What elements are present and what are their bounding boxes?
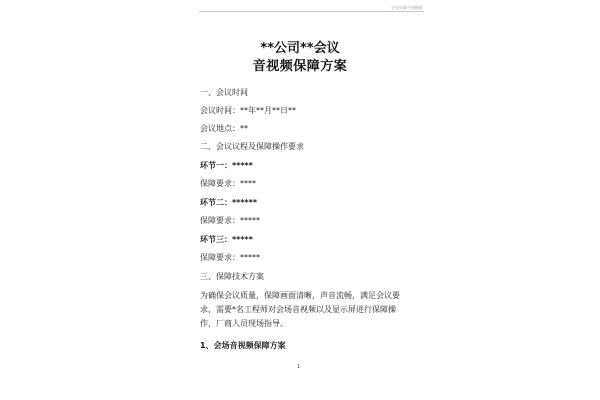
section-heading-tech: 三、保障技术方案 [200, 272, 264, 281]
header-note: 企业质量手册模板 [391, 5, 423, 10]
requirement-2: 保障要求：***** [200, 216, 260, 225]
document-title-line-2: 音视频保障方案 [252, 59, 348, 74]
requirement-3: 保障要求：***** [200, 253, 260, 262]
meeting-time: 会议时间：**年**月**日** [200, 106, 296, 115]
page-number: 1 [297, 364, 301, 370]
tech-paragraph: 为确保会议质量，保障画面清晰，声音流畅，满足会议要求，需要*名工程师对会场音视频以及显示屏进行保障操作，厂商人员现场指导。 [200, 291, 400, 328]
session-2: 环节二：****** [200, 198, 258, 207]
subsection-heading-av: 1、会场音视频保障方案 [200, 341, 286, 350]
section-heading-time: 一、会议时间 [200, 88, 248, 97]
meeting-place: 会议地点：** [200, 124, 248, 133]
session-1: 环节一：***** [200, 161, 253, 170]
section-heading-agenda: 二、会议议程及保障操作要求 [200, 142, 304, 151]
document-title-line-1: **公司**会议 [260, 41, 340, 56]
session-3: 环节三：***** [200, 235, 253, 244]
requirement-1: 保障要求：**** [200, 179, 256, 188]
header-rule [199, 11, 424, 12]
